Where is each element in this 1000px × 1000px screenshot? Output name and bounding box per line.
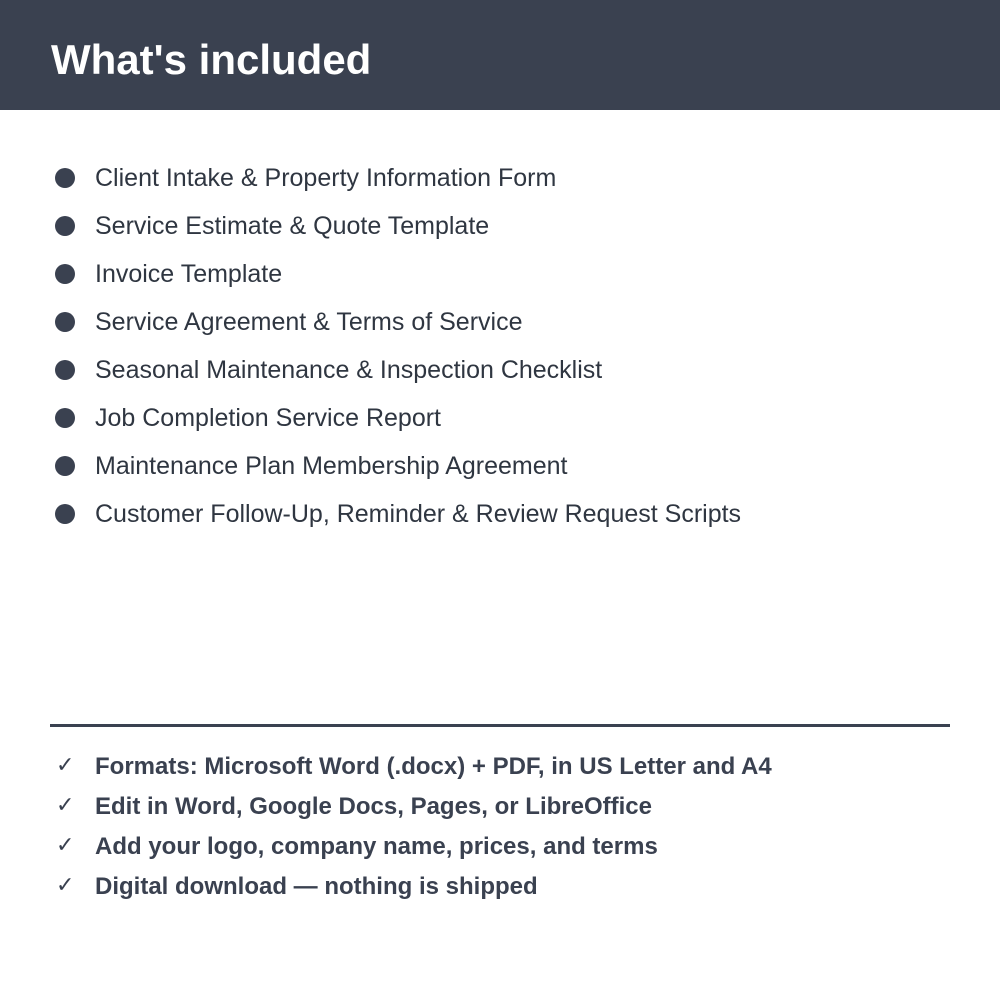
list-item-label: Invoice Template [95, 260, 283, 288]
checkmark-icon: ✓ [56, 873, 75, 898]
list-item-label: Maintenance Plan Membership Agreement [95, 452, 568, 480]
checkmark-icon: ✓ [56, 833, 75, 858]
list-item-label: Customer Follow-Up, Reminder & Review Request Scripts [95, 500, 742, 528]
section-divider [50, 724, 950, 727]
list-item-label: Service Agreement & Terms of Service [95, 308, 523, 336]
feature-label: Add your logo, company name, prices, and terms [95, 833, 658, 860]
bullet-dot-icon [55, 264, 75, 284]
feature-label: Formats: Microsoft Word (.docx) + PDF, in US Letter and A4 [95, 753, 772, 780]
list-item-label: Seasonal Maintenance & Inspection Checklist [95, 356, 603, 384]
bullet-dot-icon [55, 216, 75, 236]
bullet-dot-icon [55, 408, 75, 428]
list-item-label: Service Estimate & Quote Template [95, 212, 490, 240]
bullet-dot-icon [55, 360, 75, 380]
page-title: What's included [51, 36, 372, 83]
bullet-dot-icon [55, 504, 75, 524]
bullet-dot-icon [55, 456, 75, 476]
feature-label: Edit in Word, Google Docs, Pages, or LibreOffice [95, 793, 652, 820]
list-item-label: Client Intake & Property Information Form [95, 164, 557, 192]
bullet-dot-icon [55, 168, 75, 188]
checkmark-icon: ✓ [56, 793, 75, 818]
checkmark-icon: ✓ [56, 753, 75, 778]
bullet-dot-icon [55, 312, 75, 332]
header-bar [0, 0, 1000, 110]
feature-label: Digital download — nothing is shipped [95, 873, 538, 900]
list-item-label: Job Completion Service Report [95, 404, 441, 432]
